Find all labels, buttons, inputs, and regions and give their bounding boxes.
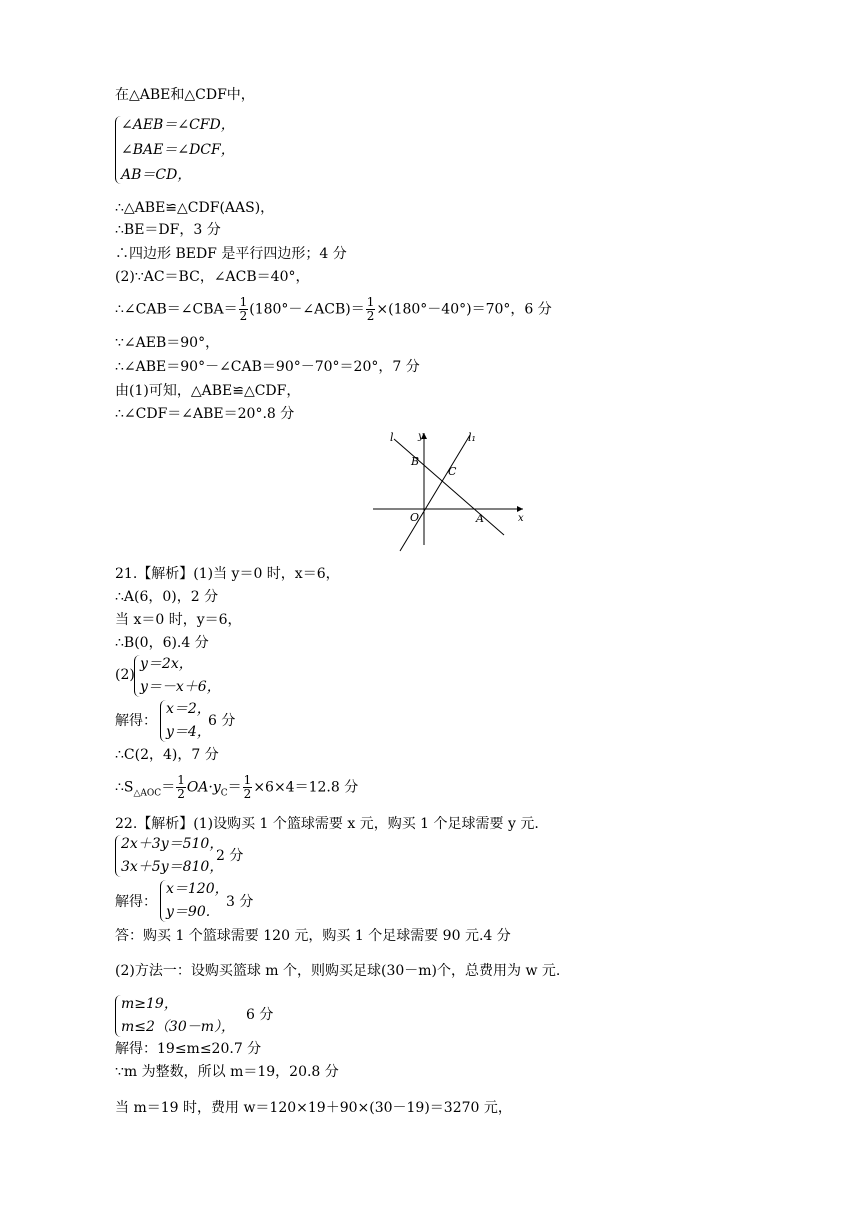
- text-line: 2 分: [216, 848, 244, 864]
- text-line: 解得：: [115, 713, 157, 729]
- text-line: 6 分: [246, 1007, 274, 1023]
- system-row: ∠AEB＝∠CFD，: [121, 117, 235, 133]
- system-row: m≥19，: [121, 996, 178, 1012]
- fraction: $\frac{1}{2}$: [243, 773, 252, 801]
- coordinate-graph: [368, 425, 528, 555]
- text-line: 21.【解析】(1)当 y＝0 时，x＝6，: [115, 566, 340, 582]
- text-line: 在△ABE和△CDF中，: [115, 87, 255, 103]
- text-line: 当 m＝19 时，费用 w＝120×19＋90×(30－19)＝3270 元，: [115, 1100, 512, 1116]
- line-l1: [400, 435, 470, 551]
- text-line: ∴△ABE≌△CDF(AAS)，: [115, 200, 275, 216]
- system-row: 3x＋5y＝810，: [121, 859, 224, 875]
- text-line: ∴∠ABE＝90°－∠CAB＝90°－70°＝20°，7 分: [115, 359, 420, 375]
- text-line: ∵∠AEB＝90°，: [115, 335, 220, 351]
- system-row: y＝－x＋6，: [140, 679, 221, 695]
- fraction: $\frac{1}{2}$: [366, 295, 375, 323]
- text-line: ∴B(0，6).4 分: [115, 635, 209, 651]
- x-axis-arrow: [517, 506, 523, 512]
- text-line: 当 x＝0 时，y＝6，: [115, 612, 242, 628]
- fraction: $\frac{1}{2}$: [239, 295, 248, 323]
- text-line: 答：购买 1 个篮球需要 120 元，购买 1 个足球需要 90 元.4 分: [115, 928, 511, 944]
- label-l1: l₁: [468, 431, 476, 444]
- text-part: (180°－∠ACB)＝: [249, 301, 365, 318]
- system-row: x＝2，: [166, 701, 211, 717]
- system-row: 2x＋3y＝510，: [121, 836, 224, 852]
- system-row: y＝4，: [166, 724, 211, 740]
- fraction: $\frac{1}{2}$: [177, 773, 185, 801]
- text-line: ∵m 为整数，所以 m＝19，20.8 分: [115, 1064, 339, 1080]
- text-part: ∴∠CAB＝∠CBA＝: [115, 301, 238, 318]
- text-line: (2)方法一：设购买篮球 m 个，则购买足球(30－m)个，总费用为 w 元.: [115, 963, 561, 979]
- text-line: ∴A(6，0)，2 分: [115, 589, 219, 605]
- system-row: x＝120，: [166, 881, 229, 897]
- label-C: C: [448, 465, 457, 478]
- label-B: B: [411, 455, 420, 468]
- system-row: y＝90.: [166, 904, 211, 920]
- text-line: 由(1)可知，△ABE≌△CDF，: [115, 383, 301, 399]
- text-line: ∴四边形 BEDF 是平行四边形；4 分: [115, 246, 347, 262]
- label-x: x: [518, 513, 524, 524]
- text-line: ∴C(2，4)，7 分: [115, 747, 219, 763]
- fraction-line: [115, 296, 552, 323]
- text-line: ∴BE＝DF，3 分: [115, 222, 221, 238]
- label-A: A: [476, 512, 484, 525]
- text-line: 22.【解析】(1)设购买 1 个篮球需要 x 元，购买 1 个足球需要 y 元.: [115, 816, 539, 832]
- text-line: 解得：19≤m≤20.7 分: [115, 1041, 262, 1057]
- text-line: (2)∵AC＝BC，∠ACB＝40°，: [115, 269, 310, 285]
- text-line: 解得：: [115, 894, 157, 910]
- system-row: ∠BAE＝∠DCF，: [121, 142, 235, 158]
- text-line: (2): [115, 667, 135, 683]
- text-part: ×(180°－40°)＝70°，6 分: [376, 301, 552, 318]
- area-formula: $\therefore S_{\triangle AOC}=$ $\frac{1}{2}$ $OA\cdot y_C=$ $\frac{1}{2}$ ×6×4＝12.8 分: [115, 773, 359, 801]
- text-line: 6 分: [208, 713, 236, 729]
- system-row: y＝2x，: [140, 656, 193, 672]
- label-O: O: [410, 511, 420, 524]
- text-line: ∴∠CDF＝∠ABE＝20°.8 分: [115, 406, 295, 422]
- label-y: y: [418, 431, 424, 442]
- label-l: l: [390, 431, 394, 444]
- system-row: m≤2（30－m），: [121, 1019, 236, 1035]
- text-line: 3 分: [226, 894, 254, 910]
- system-row: AB＝CD，: [121, 167, 192, 183]
